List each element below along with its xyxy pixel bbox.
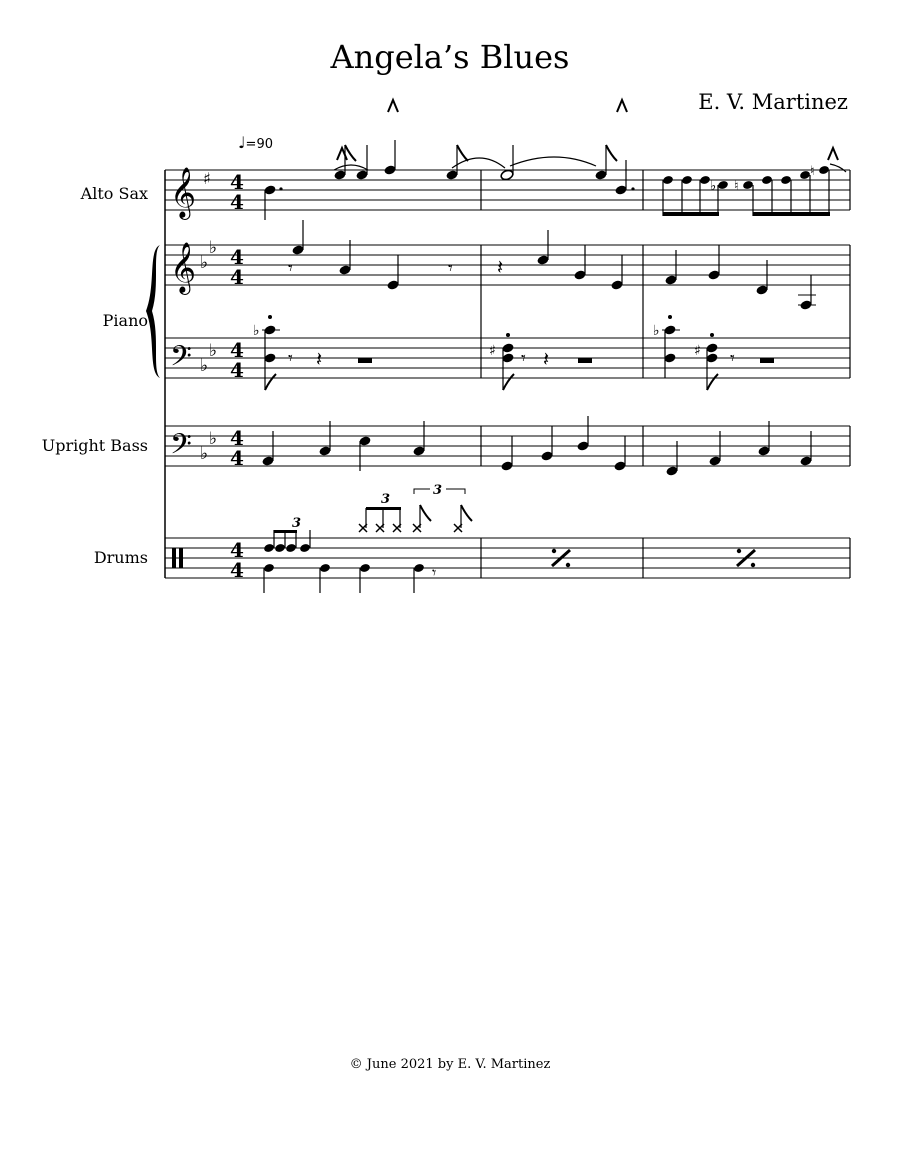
flat-icon: ♭: [209, 341, 218, 361]
tempo-marking: ♩=90: [238, 133, 273, 152]
cymbal-x-notes: [359, 524, 462, 532]
alto-sax-notes: [263, 100, 846, 220]
time-sig-num: 4: [230, 245, 244, 269]
quarter-rest-icon: 𝄽: [316, 347, 323, 371]
eighth-rest-icon: 𝄾: [521, 348, 526, 369]
sharp-icon: ♯: [489, 343, 496, 359]
quarter-rest-icon: 𝄽: [543, 347, 550, 371]
half-rest-icon: [578, 358, 592, 363]
flat-icon: ♭: [653, 323, 660, 339]
instrument-label-drums: Drums: [93, 548, 148, 567]
accent-icon: [617, 100, 627, 112]
natural-icon: ♮: [734, 179, 739, 194]
composer-name: E. V. Martinez: [698, 90, 848, 114]
time-signatures: [230, 170, 244, 582]
quarter-note-icon: ♩: [238, 133, 246, 152]
eighth-rest-icon: 𝄾: [432, 563, 437, 582]
time-sig-num: 4: [230, 170, 244, 194]
flat-icon: ♭: [253, 323, 260, 339]
accent-icon: [828, 148, 838, 160]
piano-brace-icon: [146, 245, 160, 378]
half-rest-icon: [760, 358, 774, 363]
bass-clef-icon: 𝄢: [170, 428, 192, 468]
piano-bass-notes: [253, 315, 774, 390]
copyright-footer: © June 2021 by E. V. Martinez: [349, 1057, 551, 1072]
accent-icon: [388, 100, 398, 112]
key-signature-piano-treble: [200, 238, 217, 273]
natural-icon: ♮: [810, 164, 815, 179]
key-signature-upright-bass: [200, 429, 217, 464]
tuplet-label: 3: [433, 483, 443, 498]
time-sig-den: 4: [230, 558, 244, 582]
half-rest-icon: [358, 358, 372, 363]
time-sig-den: 4: [230, 265, 244, 289]
flat-icon: ♭: [200, 356, 209, 376]
treble-clef-icon: 𝄞: [170, 167, 197, 218]
instrument-label-upright-bass: Upright Bass: [41, 436, 148, 455]
quarter-rest-icon: 𝄽: [497, 255, 504, 279]
eighth-rest-icon: 𝄾: [288, 258, 293, 279]
time-sig-den: 4: [230, 446, 244, 470]
piano-treble-staff: [165, 245, 850, 285]
time-sig-num: 4: [230, 538, 244, 562]
treble-clef-icon: 𝄞: [170, 242, 197, 293]
instrument-label-alto-sax: Alto Sax: [80, 184, 148, 203]
eighth-rest-icon: 𝄾: [448, 258, 453, 279]
eighth-rest-icon: 𝄾: [730, 348, 735, 369]
sharp-icon: ♯: [694, 343, 701, 359]
flat-icon: ♭: [209, 429, 218, 449]
time-sig-den: 4: [230, 190, 244, 214]
flat-icon: ♭: [710, 179, 717, 194]
eighth-rest-icon: 𝄾: [288, 348, 293, 369]
key-signature-piano-bass: [200, 341, 217, 376]
time-sig-num: 4: [230, 426, 244, 450]
instrument-label-piano: Piano: [102, 311, 148, 330]
bass-clef-icon: 𝄢: [170, 340, 192, 380]
score-title: Angela’s Blues: [330, 38, 570, 76]
tuplet-label: 3: [292, 516, 302, 531]
time-sig-den: 4: [230, 358, 244, 382]
flat-icon: ♭: [200, 444, 209, 464]
flat-icon: ♭: [209, 238, 218, 258]
time-sig-num: 4: [230, 338, 244, 362]
tuplet-label: 3: [381, 492, 391, 507]
sharp-icon: ♯: [203, 169, 211, 188]
flat-icon: ♭: [200, 253, 209, 273]
